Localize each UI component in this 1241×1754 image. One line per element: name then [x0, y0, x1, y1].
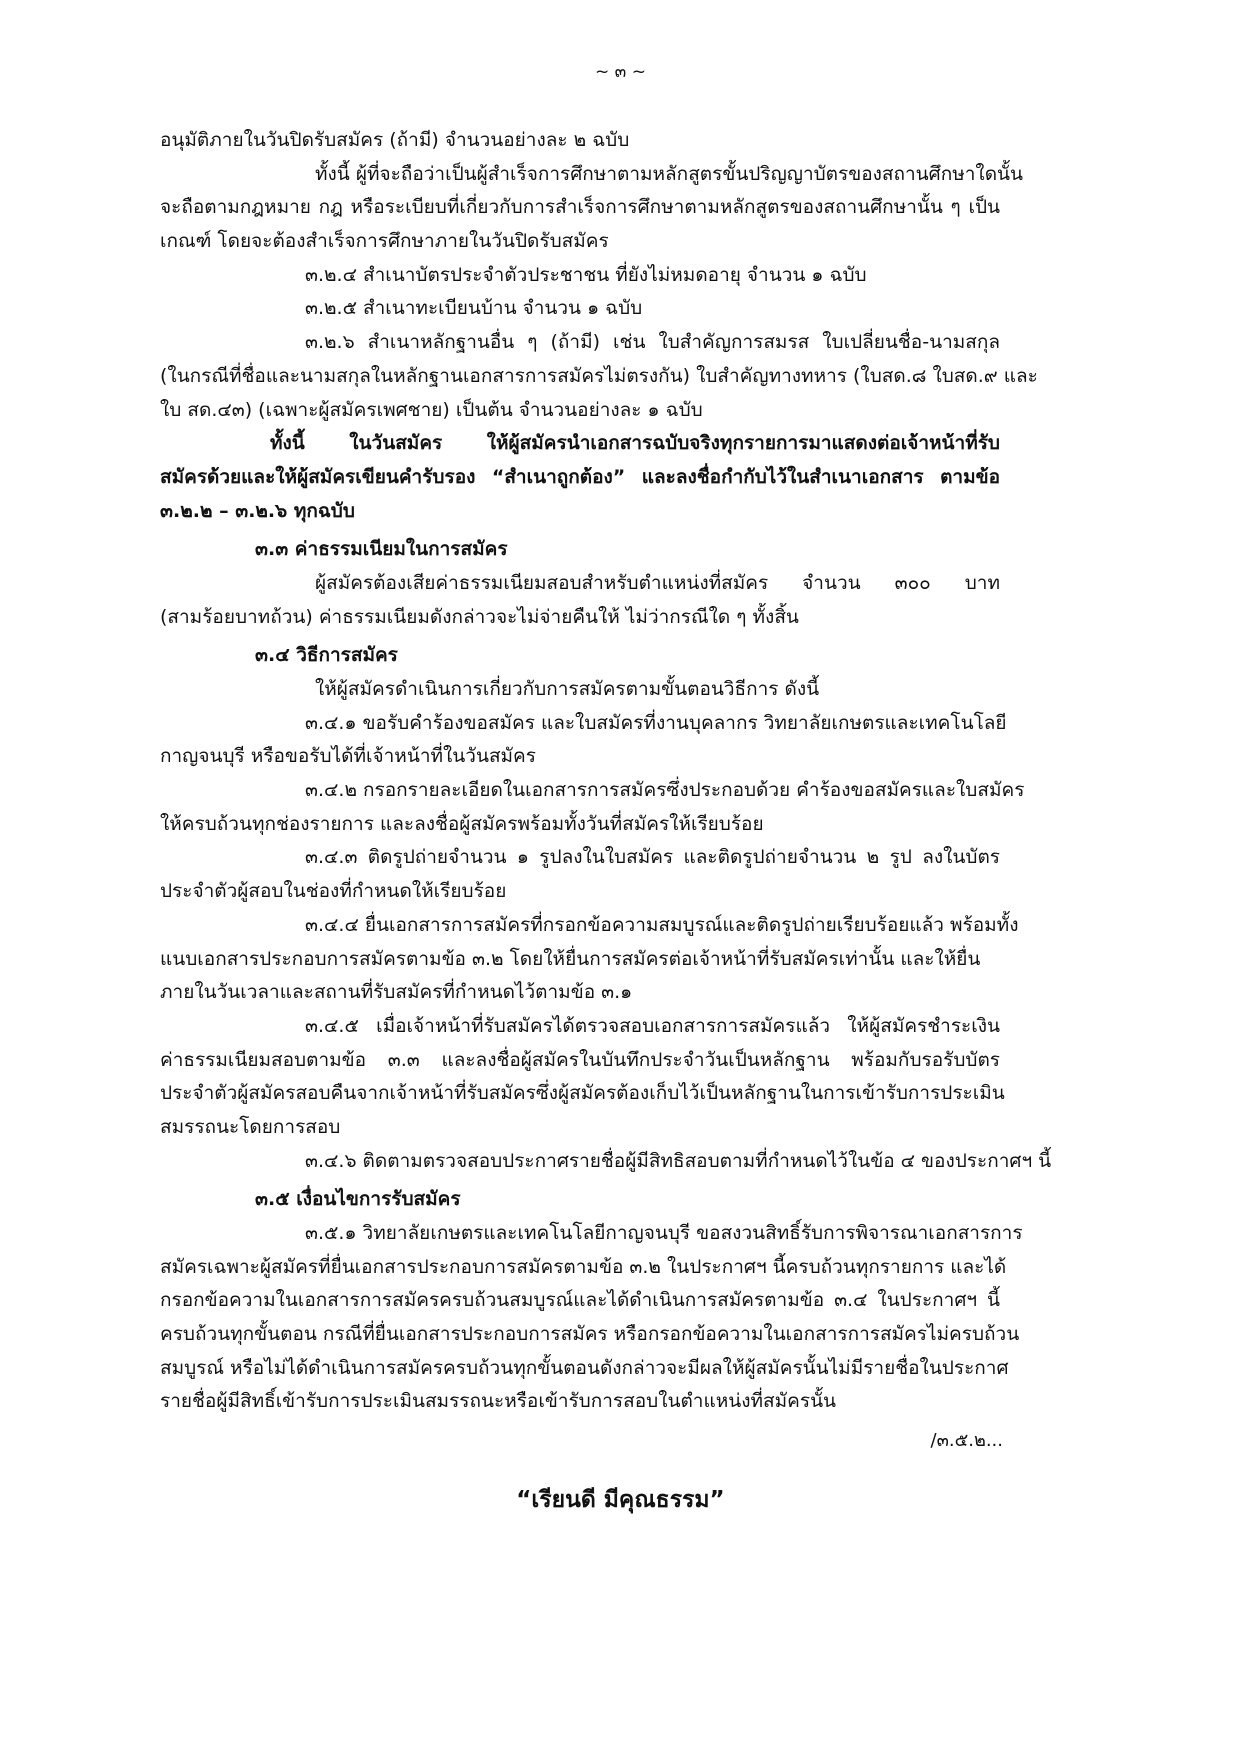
text-line: ใบ สด.๔๓) (เฉพาะผู้สมัครเพศชาย) เป็นต้น จำนวนอย่างละ ๑ ฉบับ — [160, 398, 703, 421]
continuation-marker: /๓.๕.๒... — [930, 1430, 1003, 1451]
college-motto: “เรียนดี มีคุณธรรม” — [516, 1487, 725, 1513]
text-line: ให้ผู้สมัครดำเนินการเกี่ยวกับการสมัครตามขั้นตอนวิธีการ ดังนี้ — [315, 678, 820, 700]
text-line: (สามร้อยบาทถ้วน) ค่าธรรมเนียมดังกล่าวจะไม่จ่ายคืนให้ ไม่ว่ากรณีใด ๆ ทั้งสิ้น — [160, 605, 799, 628]
text-line: ให้ครบถ้วนทุกช่องรายการ และลงชื่อผู้สมัครพร้อมทั้งวันที่สมัครให้เรียบร้อย — [160, 812, 764, 835]
text-line: เกณฑ์ โดยจะต้องสำเร็จการศึกษาภายในวันปิดรับสมัคร — [160, 230, 609, 253]
text-line: รายชื่อผู้มีสิทธิ์เข้ารับการประเมินสมรรถนะหรือเข้ารับการสอบในตำแหน่งที่สมัครนั้น — [160, 1390, 837, 1413]
document-body — [160, 124, 1052, 1419]
text-line: อนุมัติภายในวันปิดรับสมัคร (ถ้ามี) จำนวนอย่างละ ๒ ฉบับ — [160, 129, 630, 151]
text-line: สมบูรณ์ หรือไม่ได้ดำเนินการสมัครครบถ้วนทุกขั้นตอนดังกล่าวจะมีผลให้ผู้สมัครนั้นไม่มีรายชื่อในประกาศ — [160, 1356, 1009, 1379]
text-line: ๓.๒.๕ สำเนาทะเบียนบ้าน จำนวน ๑ ฉบับ — [305, 297, 643, 320]
section-heading: ๓.๔ วิธีการสมัคร — [255, 644, 398, 667]
page-number: ~ ๓ ~ — [595, 62, 646, 82]
text-line: ประจำตัวผู้สมัครสอบคืนจากเจ้าหน้าที่รับสมัครซึ่งผู้สมัครต้องเก็บไว้เป็นหลักฐานในการเข้ารับการประเมิน — [160, 1082, 1005, 1105]
text-line: ๓.๒.๒ – ๓.๒.๖ ทุกฉบับ — [160, 499, 355, 522]
text-line: ครบถ้วนทุกขั้นตอน กรณีที่ยื่นเอกสารประกอบการสมัคร หรือกรอกข้อความในเอกสารการสมัครไม่ครบถ้วน — [160, 1323, 1020, 1346]
text-line: สมัครด้วยและให้ผู้สมัครเขียนคำรับรอง “สำเนาถูกต้อง” และลงชื่อกำกับไว้ในสำเนาเอกสาร ตามข้อ — [160, 465, 1000, 488]
text-line: สมรรถนะโดยการสอบ — [160, 1115, 341, 1138]
text-line: ทั้งนี้ ในวันสมัคร ให้ผู้สมัครนำเอกสารฉบับจริงทุกรายการมาแสดงต่อเจ้าหน้าที่รับ — [270, 432, 1000, 455]
section-heading: ๓.๓ ค่าธรรมเนียมในการสมัคร — [255, 538, 508, 561]
text-line: ๓.๔.๕ เมื่อเจ้าหน้าที่รับสมัครได้ตรวจสอบเอกสารการสมัครแล้ว ให้ผู้สมัครชำระเงิน — [305, 1014, 1000, 1037]
text-line: ๓.๔.๑ ขอรับคำร้องขอสมัคร และใบสมัครที่งานบุคลากร วิทยาลัยเกษตรและเทคโนโลยี — [305, 711, 1007, 734]
text-line: ๓.๒.๖ สำเนาหลักฐานอื่น ๆ (ถ้ามี) เช่น ใบสำคัญการสมรส ใบเปลี่ยนชื่อ-นามสกุล — [305, 331, 1000, 354]
text-line: ๓.๔.๓ ติดรูปถ่ายจำนวน ๑ รูปลงในใบสมัคร และติดรูปถ่ายจำนวน ๒ รูป ลงในบัตร — [305, 846, 1000, 869]
text-line: ภายในวันเวลาและสถานที่รับสมัครที่กำหนดไว้ตามข้อ ๓.๑ — [160, 981, 633, 1004]
text-line: แนบเอกสารประกอบการสมัครตามข้อ ๓.๒ โดยให้ยื่นการสมัครต่อเจ้าหน้าที่รับสมัครเท่านั้น และให้ยื่น — [160, 947, 981, 970]
text-line: ทั้งนี้ ผู้ที่จะถือว่าเป็นผู้สำเร็จการศึกษาตามหลักสูตรขั้นปริญญาบัตรของสถานศึกษาใดนั้น — [315, 162, 1024, 185]
text-line: ๓.๔.๒ กรอกรายละเอียดในเอกสารการสมัครซึ่งประกอบด้วย คำร้องขอสมัครและใบสมัคร — [305, 779, 1025, 802]
text-line: (ในกรณีที่ชื่อและนามสกุลในหลักฐานเอกสารการสมัครไม่ตรงกัน) ใบสำคัญทางทหาร (ใบสด.๘ ใบสด.๙ และ — [160, 364, 1038, 387]
text-line: ๓.๔.๔ ยื่นเอกสารการสมัครที่กรอกข้อความสมบูรณ์และติดรูปถ่ายเรียบร้อยแล้ว พร้อมทั้ง — [305, 913, 1019, 936]
text-line: ๓.๒.๔ สำเนาบัตรประจำตัวประชาชน ที่ยังไม่หมดอายุ จำนวน ๑ ฉบับ — [305, 263, 867, 286]
text-line: ๓.๕.๑ วิทยาลัยเกษตรและเทคโนโลยีกาญจนบุรี ขอสงวนสิทธิ์รับการพิจารณาเอกสารการ — [305, 1222, 1023, 1244]
text-line: กรอกข้อความในเอกสารการสมัครครบถ้วนสมบูรณ์และได้ดำเนินการสมัครตามข้อ ๓.๔ ในประกาศฯ นี้ — [160, 1289, 1000, 1312]
text-line: กาญจนบุรี หรือขอรับได้ที่เจ้าหน้าที่ในวันสมัคร — [160, 745, 536, 768]
text-line: สมัครเฉพาะผู้สมัครที่ยื่นเอกสารประกอบการสมัครตามข้อ ๓.๒ ในประกาศฯ นี้ครบถ้วนทุกรายการ และได้ — [160, 1255, 1007, 1278]
text-line: ค่าธรรมเนียมสอบตามข้อ ๓.๓ และลงชื่อผู้สมัครในบันทึกประจำวันเป็นหลักฐาน พร้อมกับรอรับบัตร — [160, 1048, 1000, 1071]
text-line: ผู้สมัครต้องเสียค่าธรรมเนียมสอบสำหรับตำแหน่งที่สมัคร จำนวน ๓๐๐ บาท — [315, 571, 1000, 594]
text-line: จะถือตามกฎหมาย กฎ หรือระเบียบที่เกี่ยวกับการสำเร็จการศึกษาตามหลักสูตรของสถานศึกษานั้น ๆ เป็น — [160, 196, 1000, 219]
section-heading: ๓.๕ เงื่อนไขการรับสมัคร — [255, 1188, 461, 1211]
text-line: ๓.๔.๖ ติดตามตรวจสอบประกาศรายชื่อผู้มีสิทธิสอบตามที่กำหนดไว้ในข้อ ๔ ของประกาศฯ นี้ — [305, 1149, 1052, 1172]
text-line: ประจำตัวผู้สอบในช่องที่กำหนดให้เรียบร้อย — [160, 880, 507, 903]
